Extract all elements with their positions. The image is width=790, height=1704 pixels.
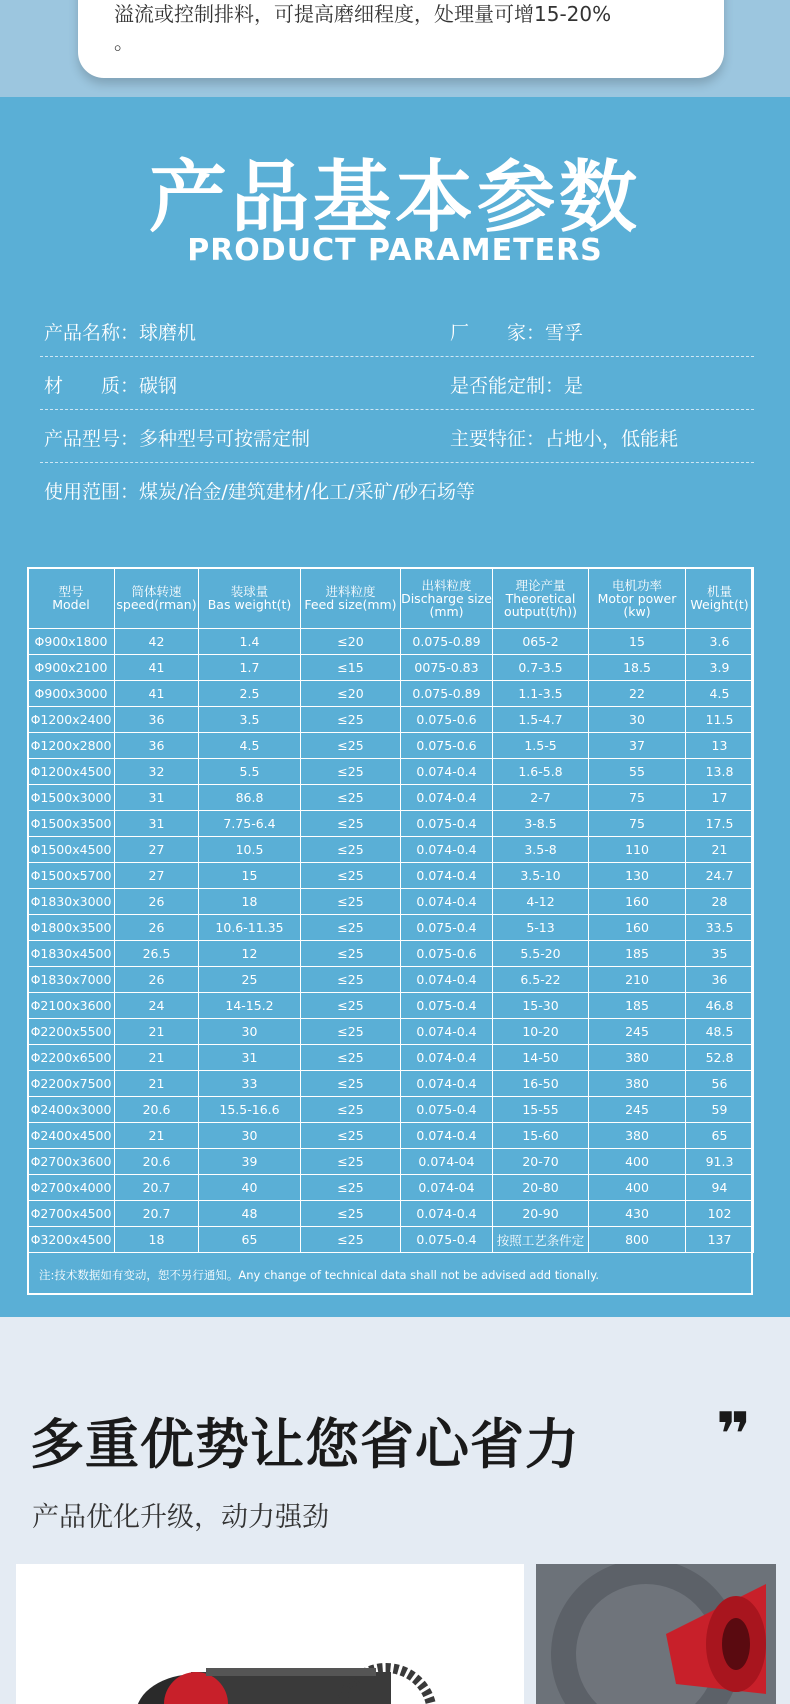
table-cell: 110 [589,837,686,863]
ball-mill-photo [16,1564,524,1704]
table-cell: 0.074-0.4 [401,1123,493,1149]
info-product-name: 产品名称：球磨机 [44,322,197,344]
table-cell: 0.074-0.4 [401,1201,493,1227]
table-cell: Φ1500x4500 [28,837,115,863]
column-header-line: 出料粒度 [421,577,472,593]
table-cell: 65 [686,1123,754,1149]
table-cell: ≤25 [301,993,401,1019]
column-header-line: 理论产量 [515,577,566,593]
table-cell: 15-55 [493,1097,589,1123]
table-cell: Φ2400x4500 [28,1123,115,1149]
table-cell: 185 [589,941,686,967]
table-cell: Φ2700x4500 [28,1201,115,1227]
column-header-line: (kw) [623,603,651,619]
table-cell: 4.5 [686,681,754,707]
info-row [40,306,754,357]
table-cell: 20-70 [493,1149,589,1175]
table-cell: Φ1200x2400 [28,707,115,733]
info-material: 材 质：碳钢 [44,375,178,397]
table-cell: Φ2100x3600 [28,993,115,1019]
table-cell: 48 [199,1201,301,1227]
info-model: 产品型号：多种型号可按需定制 [44,428,311,450]
table-cell: 5.5 [199,759,301,785]
table-cell: 3.9 [686,655,754,681]
column-header-line: Weight(t) [690,597,749,612]
table-cell: 94 [686,1175,754,1201]
table-row [28,1227,754,1253]
column-header-line: Bas weight(t) [207,597,292,612]
section-title-en: PRODUCT PARAMETERS [187,233,603,268]
table-cell: 15-30 [493,993,589,1019]
info-features: 主要特征：占地小，低能耗 [450,428,679,450]
table-cell: ≤25 [301,1175,401,1201]
table-cell: 0.074-0.4 [401,1071,493,1097]
feature-card [78,0,724,78]
table-cell: 245 [589,1097,686,1123]
table-cell: 102 [686,1201,754,1227]
table-cell: 21 [115,1045,199,1071]
table-cell: 5.5-20 [493,941,589,967]
table-cell: 0.075-0.89 [401,681,493,707]
column-header [301,568,401,629]
table-cell: 31 [115,811,199,837]
column-header-line: Discharge size [401,590,492,606]
table-cell: 12 [199,941,301,967]
table-cell: 21 [115,1019,199,1045]
column-header-line: Theoretical [505,590,576,606]
table-cell: Φ2200x7500 [28,1071,115,1097]
table-row [28,1071,754,1097]
table-cell: Φ1830x4500 [28,941,115,967]
column-header [199,568,301,629]
column-header-line: Model [52,597,90,612]
table-cell: ≤25 [301,707,401,733]
table-cell: ≤25 [301,863,401,889]
table-cell: 0.075-0.6 [401,733,493,759]
table-cell: Φ2400x3000 [28,1097,115,1123]
info-manufacturer: 厂 家：雪孚 [450,322,584,344]
table-cell: Φ2200x5500 [28,1019,115,1045]
table-cell: 20.7 [115,1201,199,1227]
table-cell: ≤25 [301,889,401,915]
table-cell: 0.075-0.4 [401,915,493,941]
table-cell: Φ1500x5700 [28,863,115,889]
table-cell: 31 [199,1045,301,1071]
table-cell: 1.6-5.8 [493,759,589,785]
table-cell: 0075-0.83 [401,655,493,681]
table-row [28,707,754,733]
ball-mill-closeup-photo [536,1564,776,1704]
table-cell: 0.075-0.4 [401,811,493,837]
table-cell: Φ1500x3000 [28,785,115,811]
table-cell: Φ1830x7000 [28,967,115,993]
table-cell: ≤25 [301,1149,401,1175]
feature-text-line2: 。 [114,30,134,54]
table-cell: 0.075-0.4 [401,1227,493,1253]
table-cell: 37 [589,733,686,759]
table-cell: 20-90 [493,1201,589,1227]
table-cell: 86.8 [199,785,301,811]
table-cell: 26 [115,915,199,941]
table-cell: 31 [115,785,199,811]
column-header-line: 筒体转速 [131,584,182,599]
table-row [28,1201,754,1227]
table-cell: 137 [686,1227,754,1253]
table-cell: 32 [115,759,199,785]
table-cell: 48.5 [686,1019,754,1045]
table-cell: 0.074-04 [401,1149,493,1175]
feature-text-line1: 溢流或控制排料，可提高磨细程度，处理量可增15-20% [114,2,612,26]
table-cell: 26.5 [115,941,199,967]
section-title-cn: 产品基本参数 [148,153,641,243]
table-row [28,1019,754,1045]
column-header-line: 机量 [706,584,732,599]
table-cell: 10.5 [199,837,301,863]
table-cell: 0.074-0.4 [401,759,493,785]
table-cell: 0.074-0.4 [401,785,493,811]
table-cell: 36 [115,733,199,759]
table-row [28,941,754,967]
table-cell: 1.1-3.5 [493,681,589,707]
table-cell: 380 [589,1071,686,1097]
table-cell: ≤25 [301,915,401,941]
table-cell: Φ2700x4000 [28,1175,115,1201]
table-cell: 59 [686,1097,754,1123]
table-cell: 21 [686,837,754,863]
table-cell: 15-60 [493,1123,589,1149]
table-cell: 30 [199,1019,301,1045]
column-header-line: 电机功率 [611,577,662,593]
table-row [28,759,754,785]
column-header [686,568,754,629]
table-cell: 42 [115,629,199,655]
table-cell: 14-50 [493,1045,589,1071]
table-cell: 245 [589,1019,686,1045]
table-cell: 3-8.5 [493,811,589,837]
table-cell: 39 [199,1149,301,1175]
table-cell: 15 [589,629,686,655]
table-cell: 4-12 [493,889,589,915]
table-row [28,629,754,655]
table-cell: 52.8 [686,1045,754,1071]
table-cell: 0.075-0.89 [401,629,493,655]
table-cell: ≤15 [301,655,401,681]
table-cell: 35 [686,941,754,967]
table-cell: 1.7 [199,655,301,681]
column-header-line: (mm) [429,603,464,619]
table-cell: ≤25 [301,759,401,785]
table-cell: ≤20 [301,629,401,655]
table-cell: 3.5-8 [493,837,589,863]
column-header [115,568,199,629]
table-header-row [28,568,754,629]
table-cell: 0.074-0.4 [401,1019,493,1045]
table-row [28,681,754,707]
table-cell: 55 [589,759,686,785]
table-cell: ≤25 [301,837,401,863]
parameters-table [27,567,753,1295]
table-row [28,967,754,993]
table-cell: 10-20 [493,1019,589,1045]
table-cell: 11.5 [686,707,754,733]
table-cell: 13 [686,733,754,759]
table-cell: 36 [686,967,754,993]
table-cell: 18 [199,889,301,915]
table-cell: 30 [589,707,686,733]
table-cell: 56 [686,1071,754,1097]
table-cell: 17 [686,785,754,811]
table-cell: 430 [589,1201,686,1227]
table-cell: 0.075-0.4 [401,993,493,1019]
table-cell: 24.7 [686,863,754,889]
info-row [40,465,754,515]
table-cell: 400 [589,1175,686,1201]
table-cell: 160 [589,915,686,941]
table-cell: 14-15.2 [199,993,301,1019]
table-cell: 3.5-10 [493,863,589,889]
table-row [28,837,754,863]
table-cell: 160 [589,889,686,915]
table-cell: 18 [115,1227,199,1253]
table-cell: 0.074-0.4 [401,863,493,889]
table-cell: ≤25 [301,811,401,837]
info-row [40,412,754,463]
table-cell: 7.75-6.4 [199,811,301,837]
table-cell: 36 [115,707,199,733]
table-cell: 91.3 [686,1149,754,1175]
table-row [28,863,754,889]
table-note: 注:技术数据如有变动，恕不另行通知。Any change of technical data shall not be advised add tionally. [39,1268,600,1282]
column-header-line: 进料粒度 [325,584,376,599]
table-cell: 400 [589,1149,686,1175]
table-cell: 25 [199,967,301,993]
table-cell: 75 [589,785,686,811]
table-cell: 1.5-4.7 [493,707,589,733]
table-cell: 3.6 [686,629,754,655]
table-cell: 20.6 [115,1097,199,1123]
table-cell: 27 [115,863,199,889]
table-cell: 4.5 [199,733,301,759]
table-cell: 33.5 [686,915,754,941]
table-row [28,1097,754,1123]
info-customizable: 是否能定制：是 [450,375,584,397]
table-cell: 0.075-0.6 [401,707,493,733]
table-cell: 5-13 [493,915,589,941]
table-cell: Φ3200x4500 [28,1227,115,1253]
table-cell: Φ900x2100 [28,655,115,681]
table-cell: 0.074-0.4 [401,837,493,863]
table-row [28,915,754,941]
table-cell: 130 [589,863,686,889]
table-cell: 40 [199,1175,301,1201]
table-cell: Φ1500x3500 [28,811,115,837]
column-header-line: output(t/h)) [504,603,577,619]
table-cell: 24 [115,993,199,1019]
advantages-subtitle: 产品优化升级，动力强劲 [32,1502,329,1533]
table-cell: 065-2 [493,629,589,655]
table-cell: 380 [589,1123,686,1149]
column-header-line: speed(rman) [116,597,197,612]
table-cell: 1.4 [199,629,301,655]
table-cell: 1.5-5 [493,733,589,759]
table-cell: 0.075-0.6 [401,941,493,967]
table-cell: 0.7-3.5 [493,655,589,681]
table-cell: 0.074-0.4 [401,967,493,993]
table-cell: 按照工艺条件定 [493,1227,589,1253]
table-cell: ≤25 [301,967,401,993]
table-cell: 46.8 [686,993,754,1019]
table-cell: ≤25 [301,1071,401,1097]
table-row [28,1149,754,1175]
column-header [401,568,493,629]
table-cell: Φ1200x2800 [28,733,115,759]
parameters-grid [27,567,754,1253]
table-cell: ≤25 [301,941,401,967]
table-row [28,811,754,837]
table-cell: 15 [199,863,301,889]
table-cell: 65 [199,1227,301,1253]
table-row [28,655,754,681]
table-cell: ≤25 [301,1123,401,1149]
table-cell: ≤25 [301,733,401,759]
table-cell: ≤25 [301,1019,401,1045]
table-cell: 28 [686,889,754,915]
table-row [28,1175,754,1201]
table-cell: 0.074-0.4 [401,889,493,915]
column-header [28,568,115,629]
column-header-line: 型号 [58,584,84,599]
table-cell: 41 [115,681,199,707]
column-header [493,568,589,629]
table-cell: ≤25 [301,1045,401,1071]
table-cell: 16-50 [493,1071,589,1097]
advantages-title: 多重优势让您省心省力 [30,1413,580,1476]
table-cell: 15.5-16.6 [199,1097,301,1123]
table-cell: 26 [115,967,199,993]
table-row [28,993,754,1019]
table-cell: 30 [199,1123,301,1149]
table-cell: 22 [589,681,686,707]
table-cell: 26 [115,889,199,915]
table-cell: 20.7 [115,1175,199,1201]
parameters-section [0,97,790,1317]
table-cell: 800 [589,1227,686,1253]
table-cell: 20.6 [115,1149,199,1175]
table-cell: 3.5 [199,707,301,733]
table-row [28,733,754,759]
table-cell: ≤25 [301,785,401,811]
table-cell: 380 [589,1045,686,1071]
column-header-line: Motor power [597,590,677,606]
table-cell: Φ2200x6500 [28,1045,115,1071]
table-row [28,889,754,915]
table-cell: 0.074-04 [401,1175,493,1201]
table-row [28,785,754,811]
table-cell: 33 [199,1071,301,1097]
column-header-line: Feed size(mm) [304,597,397,612]
table-cell: 210 [589,967,686,993]
table-cell: Φ1800x3500 [28,915,115,941]
table-cell: ≤20 [301,681,401,707]
table-cell: 41 [115,655,199,681]
table-cell: 21 [115,1123,199,1149]
table-cell: 0.074-0.4 [401,1045,493,1071]
table-cell: 27 [115,837,199,863]
table-cell: 75 [589,811,686,837]
table-row [28,1045,754,1071]
table-cell: 17.5 [686,811,754,837]
info-row [40,359,754,410]
table-row [28,1123,754,1149]
table-cell: ≤25 [301,1227,401,1253]
table-cell: 20-80 [493,1175,589,1201]
table-cell: ≤25 [301,1097,401,1123]
table-cell: Φ2700x3600 [28,1149,115,1175]
table-cell: Φ1200x4500 [28,759,115,785]
table-cell: 10.6-11.35 [199,915,301,941]
table-cell: 2-7 [493,785,589,811]
table-cell: ≤25 [301,1201,401,1227]
table-cell: 185 [589,993,686,1019]
table-cell: 13.8 [686,759,754,785]
column-header-line: 装球量 [230,584,269,599]
table-cell: 18.5 [589,655,686,681]
table-cell: Φ900x3000 [28,681,115,707]
table-cell: Φ900x1800 [28,629,115,655]
table-cell: 0.075-0.4 [401,1097,493,1123]
table-cell: 6.5-22 [493,967,589,993]
table-cell: 2.5 [199,681,301,707]
info-usage: 使用范围：煤炭/冶金/建筑建材/化工/采矿/砂石场等 [44,481,476,503]
table-cell: Φ1830x3000 [28,889,115,915]
quote-icon: ❞ [716,1400,752,1470]
column-header [589,568,686,629]
table-cell: 21 [115,1071,199,1097]
